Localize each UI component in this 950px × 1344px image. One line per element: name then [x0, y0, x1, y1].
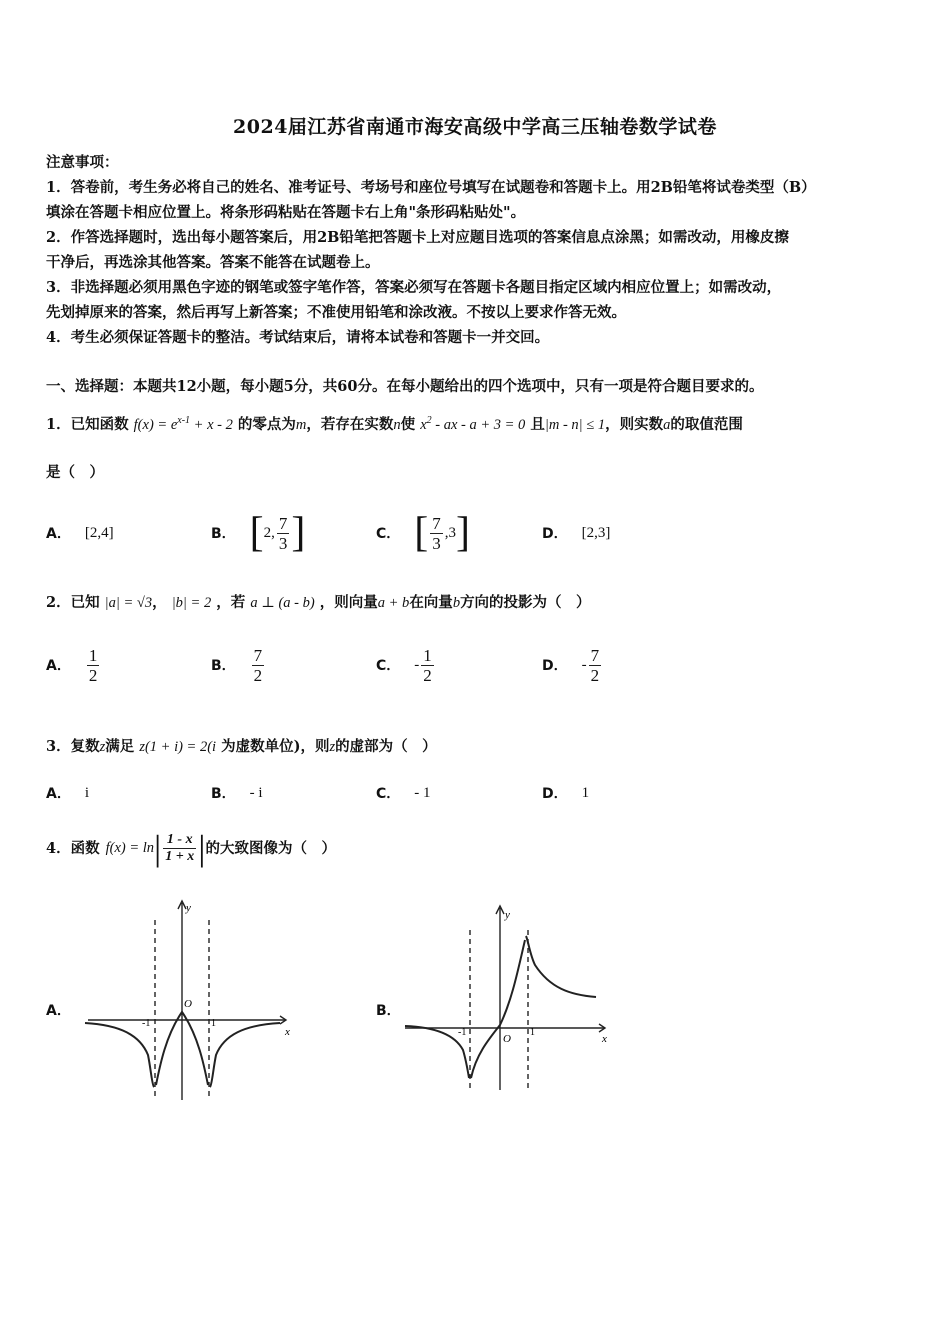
curve-b-middle — [471, 940, 525, 1078]
q3-options — [46, 768, 906, 818]
graph-b-pos1: 1 — [530, 1027, 535, 1038]
graph-b-neg1: -1 — [458, 1027, 467, 1038]
q4-function: f(x) = ln — [105, 839, 155, 856]
section-heading: 一、选择题：本题共12小题，每小题5分，共60分。在每小题给出的四个选项中，只有一项是符合题目要求的。 — [46, 378, 764, 395]
q2-cond-b: |b| = 2 — [171, 595, 212, 611]
graph-a-x-label: x — [285, 1026, 290, 1038]
q2-option-a[interactable]: A． $\frac{1}{2}$ — [46, 645, 98, 685]
curve-a-right — [210, 1023, 280, 1087]
q3-option-c[interactable]: C． - 1 — [376, 784, 431, 802]
graph-a-neg1: -1 — [142, 1018, 151, 1029]
q3-option-b[interactable]: B． - i — [211, 784, 263, 802]
q3-option-d[interactable]: D． 1 — [542, 784, 590, 802]
q3-option-a[interactable]: A． i — [46, 784, 90, 802]
notice-item-4: 4．考生必须保证答题卡的整洁。考试结束后，请将本试卷和答题卡一并交回。 — [46, 329, 550, 346]
notice-heading: 注意事项： — [46, 154, 119, 171]
curve-a-left — [85, 1023, 154, 1087]
question-1: 1．已知函数 $f(x) = e^{x-1} + x - 2$ 的零点为m，若存在实数n使 $x^2$ - ax - a + 3 = 0 且|m - n| ≤ 1，则实数a的取值范围 — [46, 415, 743, 433]
notice-item-2-cont: 干净后，再选涂其他答案。答案不能答在试题卷上。 — [46, 254, 380, 271]
q1-function: $f(x) = e^{x-1} + x - 2$ — [133, 415, 233, 433]
q4-graph-b — [400, 900, 615, 1095]
curve-b-right — [526, 936, 596, 997]
q4-option-b[interactable]: B． — [376, 1003, 401, 1019]
notice-item-1: 1．答卷前，考生务必将自己的姓名、准考证号、考场号和座位号填写在试题卷和答题卡上。用2B铅笔将试卷类型（B） — [46, 179, 816, 196]
q4-option-a[interactable]: A． — [46, 1003, 71, 1019]
page-title: 2024届江苏省南通市海安高级中学高三压轴卷数学试卷 — [233, 116, 717, 138]
graph-b-x-label: x — [602, 1033, 607, 1045]
question-3: 3．复数z满足 z(1 + i) = 2(i 为虚数单位)，则z的虚部为（ ） — [46, 738, 437, 755]
q2-options — [46, 640, 906, 690]
graph-b-y-label: y — [505, 909, 510, 921]
question-4: 4．函数 f(x) = ln | $\frac{1 - x}{1 + x}$ | 的大致图像为（ ） — [46, 828, 336, 868]
graph-a-y-label: y — [186, 902, 191, 914]
graph-b-origin: O — [503, 1033, 511, 1045]
graph-a-pos1: 1 — [211, 1018, 216, 1029]
q4-graph-a — [80, 895, 295, 1105]
q1-equation: $x^2$ - ax - a + 3 = 0 — [420, 415, 526, 433]
question-2: 2．已知 |a| = √3， |b| = 2 ，若 a ⊥ (a - b) ，则向量a + b在向量b方向的投影为（ ） — [46, 594, 591, 611]
q1-option-a[interactable]: A． [2,4] — [46, 524, 114, 542]
q2-cond-a: |a| = √3 — [104, 595, 153, 611]
q3-equation: z(1 + i) = 2(i — [139, 739, 217, 755]
q2-option-d[interactable]: D． - $\frac{7}{2}$ — [542, 645, 600, 685]
notice-item-1-cont: 填涂在答题卡相应位置上。将条形码粘贴在答题卡右上角"条形码粘贴处"。 — [46, 204, 526, 221]
q1-option-b[interactable]: B． [ 2, $\frac{7}{3}$ ] — [211, 510, 306, 556]
q1-option-c[interactable]: C． [ $\frac{7}{3}$ ,3 ] — [376, 510, 471, 556]
q2-option-c[interactable]: C． - $\frac{1}{2}$ — [376, 645, 432, 685]
notice-item-2: 2．作答选择题时，选出每小题答案后，用2B铅笔把答题卡上对应题目选项的答案信息点涂黑；如需改动，用橡皮擦 — [46, 229, 789, 246]
q2-cond-perp: a ⊥ (a - b) — [250, 595, 315, 611]
q1-abs-condition: |m - n| ≤ 1 — [544, 416, 606, 433]
q1-option-d[interactable]: D． [2,3] — [542, 524, 611, 542]
notice-item-3: 3．非选择题必须用黑色字迹的钢笔或签字笔作答，答案必须写在答题卡各题目指定区域内相应位置上；如需改动， — [46, 279, 782, 296]
question-1-line2: 是（ ） — [46, 464, 104, 481]
q2-option-b[interactable]: B． $\frac{7}{2}$ — [211, 645, 263, 685]
graph-a-origin: O — [184, 998, 192, 1010]
notice-item-3-cont: 先划掉原来的答案，然后再写上新答案；不准使用铅笔和涂改液。不按以上要求作答无效。 — [46, 304, 626, 321]
q1-options — [46, 508, 906, 558]
